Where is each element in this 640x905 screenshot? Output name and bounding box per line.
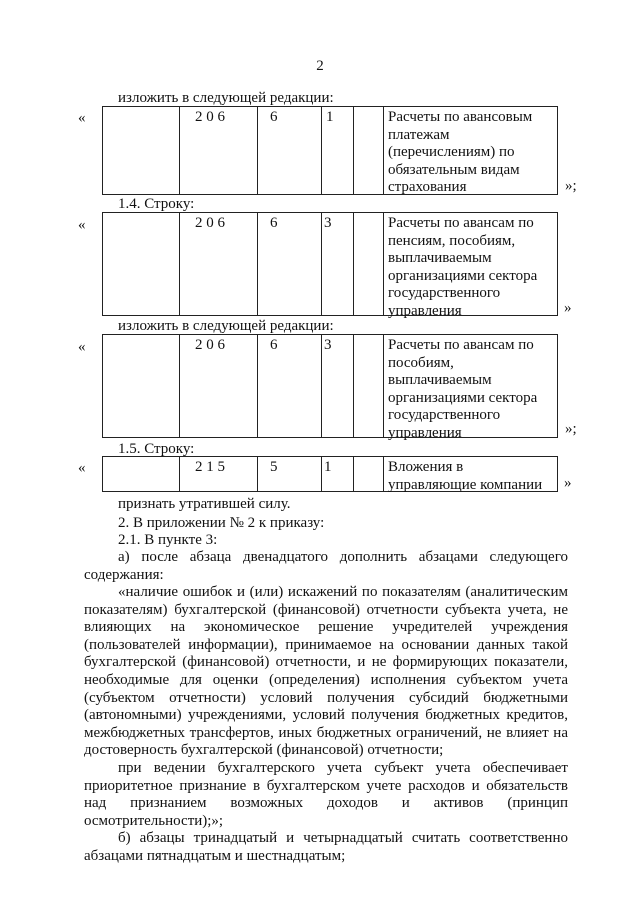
paragraph-b: б) абзацы тринадцатый и четырнадцатый считать соответственно абзацами пятнадцатым и шестнадцатым; [84, 830, 568, 864]
account-table-1 [102, 106, 558, 195]
account-code: 2 1 5 [195, 459, 225, 475]
account-subgroup: 3 [324, 337, 332, 353]
account-table-2 [102, 212, 558, 319]
quote-close-1: »; [565, 178, 577, 194]
quoted-paragraph-1: «наличие ошибок и (или) искажений по показателям (аналитическим показателям) бухгалтерской (финансовой) отчетности субъекта учета, не влияющих на экономическое решение учредителей учреждения (пользователей информации), принимаемое на основании данных такой бухгалтерской (финансовой) отчетности, и не формирующих показатели, необходимые для оценки (определения) исполнения субъектом учета (субъектом отчетности) условий получения субсидий бюджетными (автономными) учреждениями, условий получения бюджетных кредитов, межбюджетных трансфертов, иных бюджетных ограничений, не влияет на достоверность бухгалтерской (финансовой) отчетности; [84, 584, 568, 759]
account-subgroup: 1 [326, 109, 334, 125]
account-subgroup: 3 [324, 215, 332, 231]
quote-open-4: « [78, 460, 86, 476]
account-code: 2 0 6 [195, 109, 225, 125]
account-table-4 [102, 456, 558, 492]
item-1-4: 1.4. Строку: [118, 196, 195, 212]
account-description: Расчеты по авансам по пособиям, выплачиваемым организациями сектора государственного управления [388, 337, 538, 441]
quoted-paragraph-2: при ведении бухгалтерского учета субъект учета обеспечивает приоритетное признание в бухгалтерском учете расходов и обязательств над признанием возможных доходов и активов (принцип осмотрительности);»; [84, 760, 568, 829]
quote-open-2: « [78, 217, 86, 233]
account-group: 6 [270, 109, 278, 125]
page-number: 2 [316, 58, 324, 74]
quote-open-3: « [78, 339, 86, 355]
account-table-3 [102, 334, 558, 441]
intro-text-1: изложить в следующей редакции: [118, 90, 334, 106]
account-code: 2 0 6 [195, 337, 225, 353]
account-group: 6 [270, 215, 278, 231]
intro-text-2: изложить в следующей редакции: [118, 318, 334, 334]
section-2-heading: 2. В приложении № 2 к приказу: [118, 515, 325, 531]
quote-close-2: » [564, 300, 572, 316]
void-text: признать утратившей силу. [118, 496, 291, 512]
account-group: 6 [270, 337, 278, 353]
quote-close-3: »; [565, 421, 577, 437]
item-1-5: 1.5. Строку: [118, 441, 195, 457]
section-2-1-heading: 2.1. В пункте 3: [118, 532, 218, 548]
quote-open-1: « [78, 110, 86, 126]
account-code: 2 0 6 [195, 215, 225, 231]
account-description: Вложения в управляющие компании [388, 459, 543, 493]
account-subgroup: 1 [324, 459, 332, 475]
paragraph-a: а) после абзаца двенадцатого дополнить абзацами следующего содержания: [84, 549, 568, 583]
account-description: Расчеты по авансовым платежам (перечислениям) по обязательным видам страхования [388, 109, 533, 196]
account-description: Расчеты по авансам по пенсиям, пособиям, выплачиваемым организациями сектора государственного управления [388, 215, 538, 319]
account-group: 5 [270, 459, 278, 475]
quote-close-4: » [564, 475, 572, 491]
